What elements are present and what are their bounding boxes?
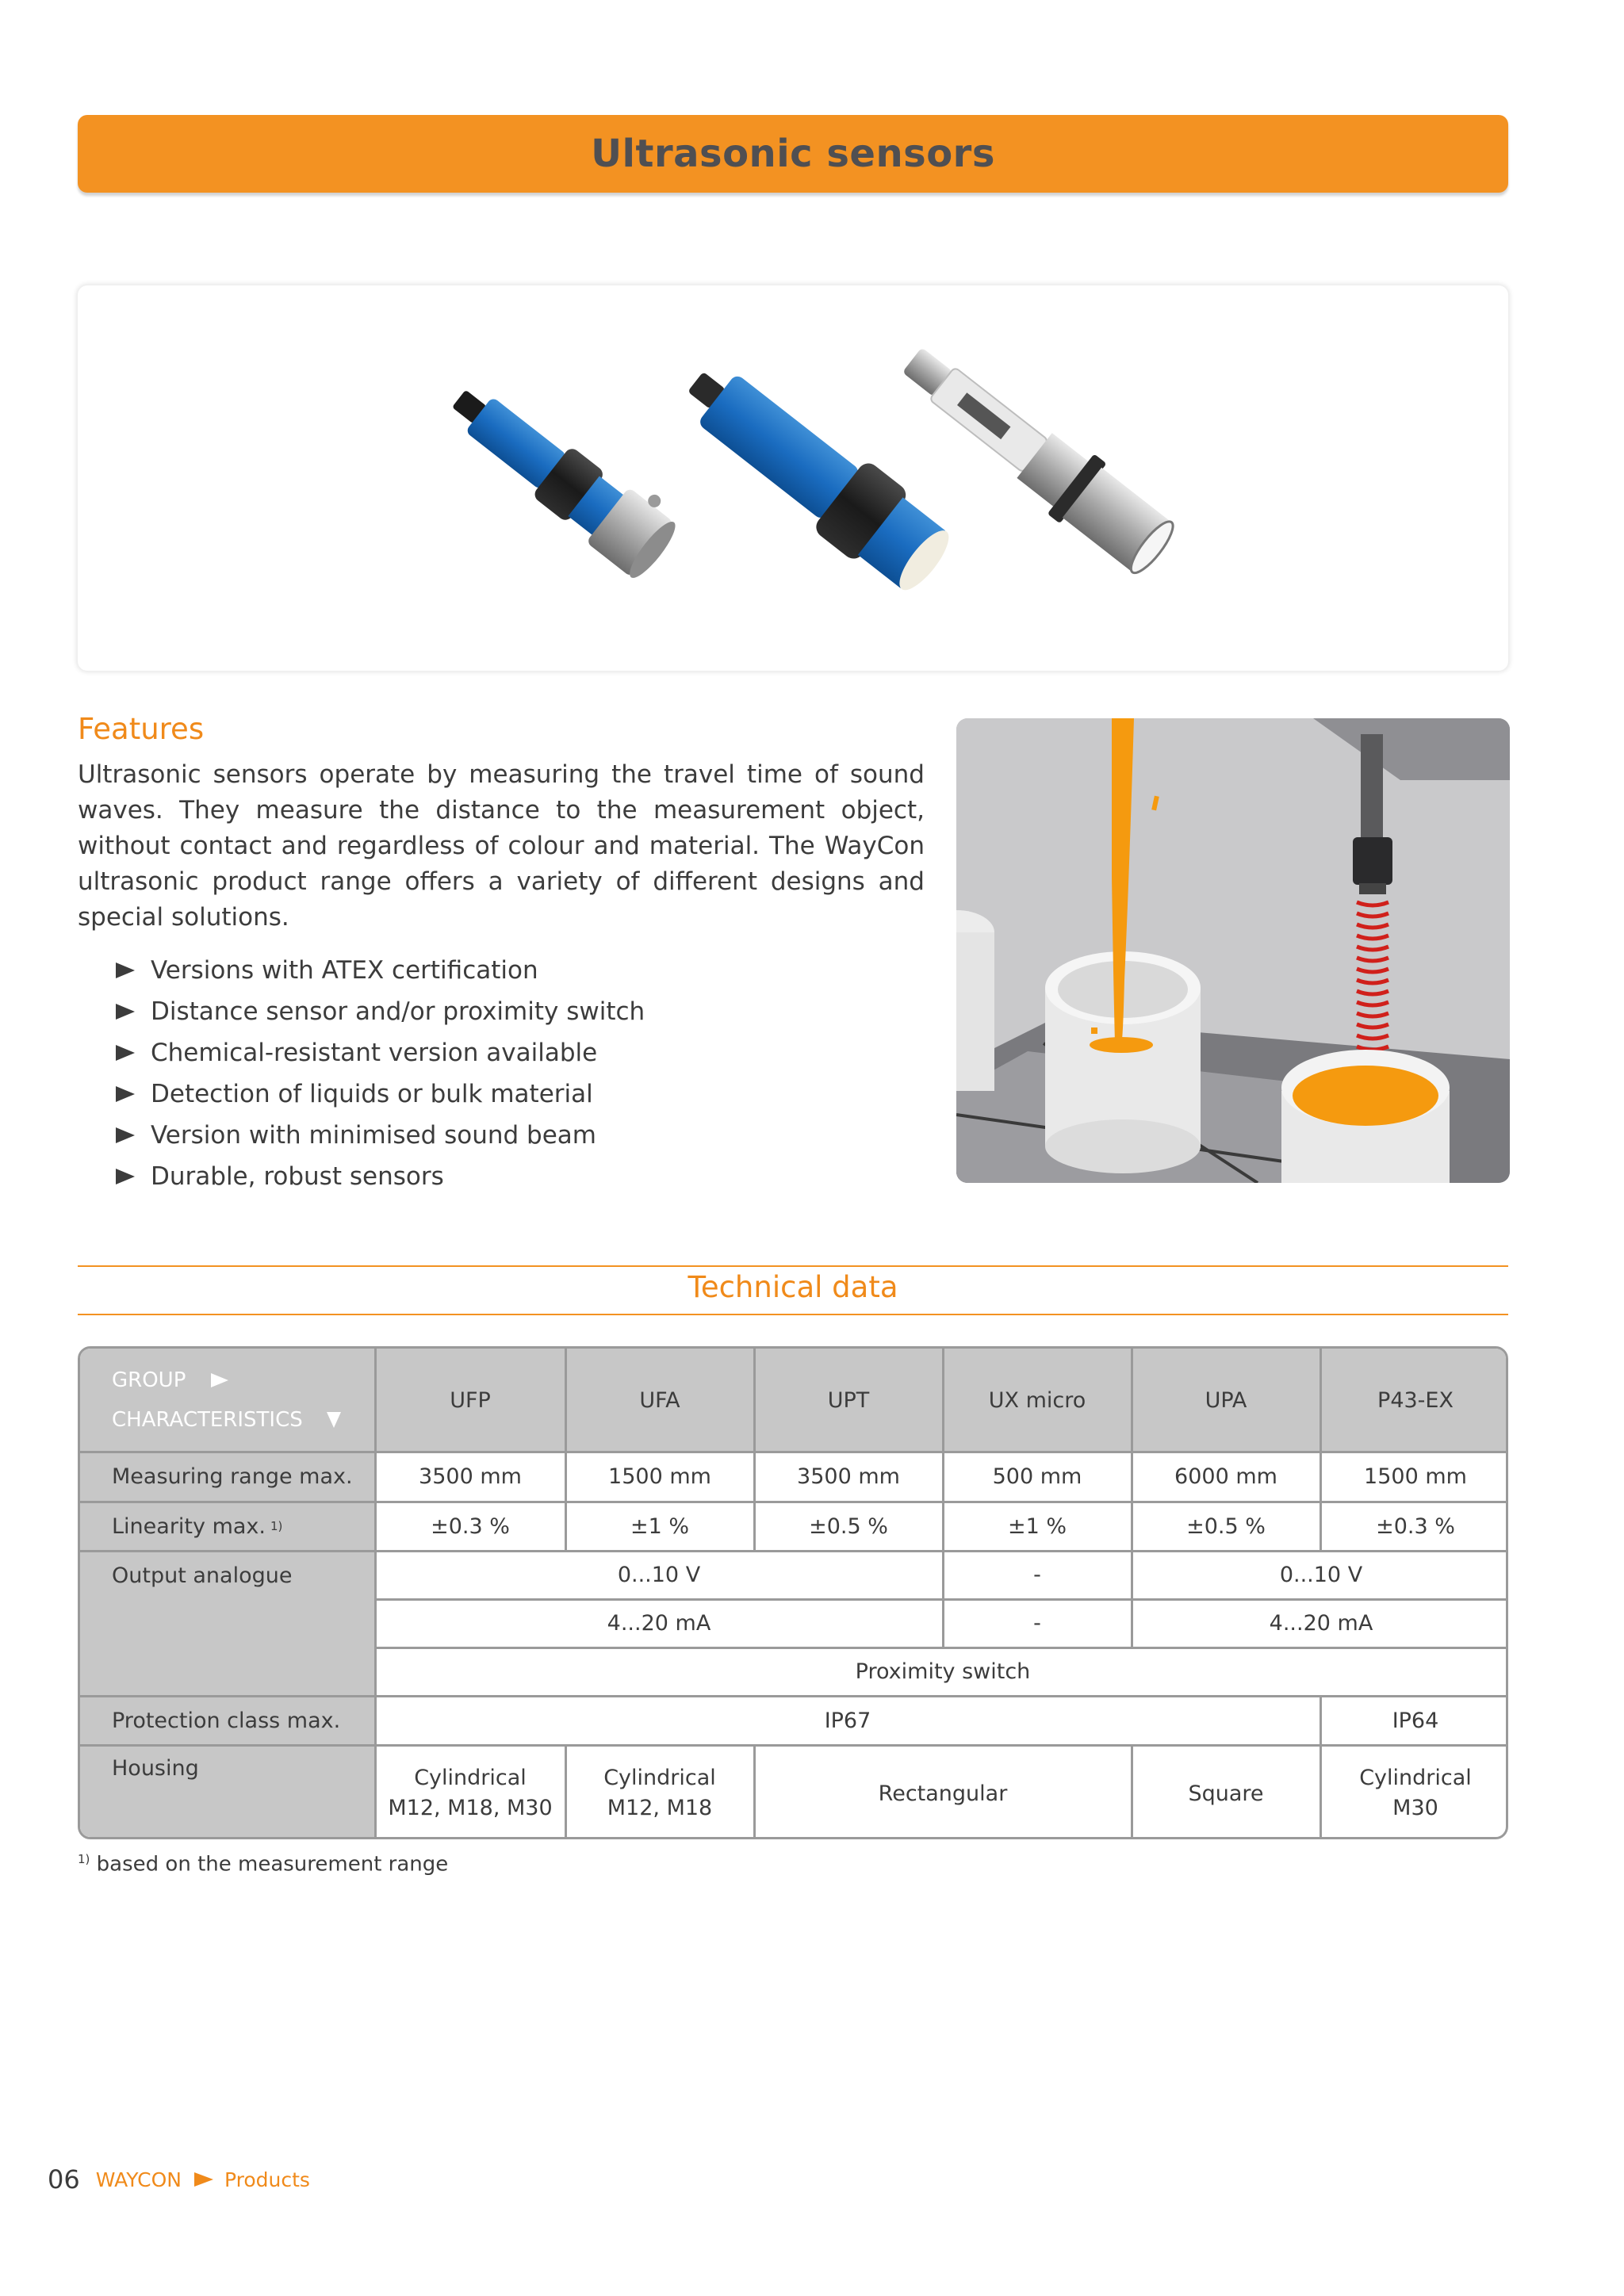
grid-line [375,1647,1508,1649]
page-title: Ultrasonic sensors [591,132,995,176]
grid-line [80,1744,1508,1747]
table-cell: ±1 % [630,1513,690,1539]
table-cell: 1500 mm [608,1464,711,1489]
grid-line [753,1349,756,1551]
list-item: Durable, robust sensors [116,1156,645,1197]
arrow-right-icon [211,1373,228,1387]
table-cell: Rectangular [878,1781,1008,1806]
table-cell: ±0.5 % [809,1513,888,1539]
grid-line [1131,1349,1133,1647]
grid-line [80,1451,1508,1453]
grid-line [1320,1349,1322,1551]
group-header-ufa: UFA [565,1349,754,1452]
features-intro: Ultrasonic sensors operate by measuring the travel time of sound waves. They measure the distance to the measurement object, without contact and regardless of colour and material. The WayCon ultrasonic product range offers a variety of different designs and special solutions. [78,760,925,932]
group-header-p43-ex: P43-EX [1320,1349,1508,1452]
grid-line [80,1550,1508,1552]
corner-cell [80,1349,375,1452]
list-item: Version with minimised sound beam [116,1115,645,1156]
arrow-down-icon [327,1412,341,1428]
group-header-upa: UPA [1132,1349,1320,1452]
grid-line [565,1745,567,1839]
arrow-right-icon [194,2172,213,2187]
row-label-housing: Housing [80,1745,375,1839]
group-label: GROUP [112,1368,186,1392]
table-cell: ±0.3 % [431,1513,510,1539]
table-cell: Cylindrical M12, M18 [603,1766,716,1820]
row-label-protection: Protection class max. [80,1696,375,1745]
footer-brand-link[interactable]: WAYCON [95,2168,182,2191]
table-cell: 3500 mm [797,1464,900,1489]
table-cell: - [1033,1611,1041,1636]
grid-line [80,1501,1508,1503]
table-cell: 500 mm [992,1464,1082,1489]
sensor-products-image [78,285,1508,671]
title-banner [78,115,1508,193]
grid-line [374,1349,377,1839]
list-item: Chemical-resistant version available [116,1032,645,1073]
table-cell: 0...10 V [1279,1563,1363,1587]
row-label-output: Output analogue [80,1551,375,1696]
table-cell: ±0.3 % [1376,1513,1455,1539]
table-cell: IP67 [824,1708,871,1733]
application-illustration [956,718,1510,1183]
arrow-icon [116,962,135,978]
table-cell: 4...20 mA [1269,1611,1373,1636]
list-item: Distance sensor and/or proximity switch [116,991,645,1032]
group-header-ufp: UFP [375,1349,565,1452]
table-cell: Cylindrical M12, M18, M30 [388,1766,553,1820]
characteristics-label: CHARACTERISTICS [112,1408,303,1432]
table-cell: ±0.5 % [1186,1513,1266,1539]
row-label-measuring-range: Measuring range max. [80,1452,375,1502]
table-cell: 3500 mm [419,1464,522,1489]
footnote-marker: 1) [78,1852,90,1866]
table-cell: IP64 [1392,1708,1439,1733]
table-cell: Square [1188,1781,1264,1806]
features-heading: Features [78,712,205,746]
arrow-icon [116,1004,135,1020]
table-cell: 6000 mm [1174,1464,1277,1489]
page-footer [48,2164,310,2195]
row-label-linearity: Linearity max. 1) [80,1502,375,1551]
grid-line [375,1598,1508,1601]
grid-line [80,1695,1508,1697]
arrow-icon [116,1169,135,1184]
divider-top [78,1265,1508,1267]
list-item: Versions with ATEX certification [116,950,645,991]
arrow-icon [116,1127,135,1143]
arrow-icon [116,1086,135,1102]
grid-line [1131,1745,1133,1839]
technical-data-table [78,1346,1508,1839]
table-cell: ±1 % [1007,1513,1067,1539]
page-number: 06 [48,2164,80,2195]
technical-data-heading: Technical data [688,1270,898,1304]
table-cell: 1500 mm [1364,1464,1467,1489]
grid-line [565,1349,567,1551]
grid-line [753,1745,756,1839]
liquid-level-illustration [956,718,1510,1183]
table-cell: Proximity switch [855,1659,1031,1684]
divider-bottom [78,1314,1508,1315]
table-cell: 0...10 V [617,1563,701,1587]
product-image-panel [78,285,1508,671]
features-list [116,950,645,1197]
arrow-icon [116,1045,135,1061]
table-cell: 4...20 mA [607,1611,711,1636]
group-header-ux-micro: UX micro [943,1349,1132,1452]
table-footnote: $^{1)}$ based on the measurement range [78,1852,449,1877]
footnote-marker: 1) [270,1519,283,1533]
list-item: Detection of liquids or bulk material [116,1073,645,1115]
table-cell: Cylindrical M30 [1359,1766,1472,1820]
grid-line [1320,1696,1322,1839]
grid-line [942,1349,944,1647]
group-header-upt: UPT [754,1349,943,1452]
footer-products-link[interactable]: Products [224,2168,310,2191]
table-cell: - [1033,1563,1041,1587]
